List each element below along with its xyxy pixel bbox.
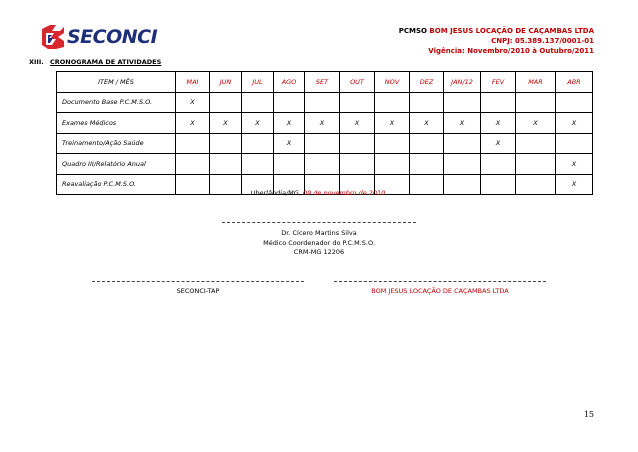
schedule-table [56, 71, 593, 195]
activity-label: Reavaliação P.C.M.S.O. [57, 174, 176, 195]
section-title: CRONOGRAMA DE ATIVIDADES [50, 58, 162, 66]
schedule-cell [410, 154, 444, 175]
schedule-cell [340, 133, 375, 154]
item-column-header: ITEM / MÊS [57, 72, 176, 93]
schedule-cell [444, 154, 481, 175]
schedule-cell: X [274, 113, 305, 134]
schedule-cell: X [242, 113, 274, 134]
table-row [57, 133, 593, 154]
activity-label: Treinamento/Ação Saúde [57, 133, 176, 154]
activity-label: Exames Médicos [57, 113, 176, 134]
schedule-cell [210, 92, 242, 113]
table-row [57, 154, 593, 175]
schedule-cell: X [516, 113, 556, 134]
section-heading [29, 58, 161, 66]
left-signature-label: SECONCI-TAP [176, 287, 220, 295]
schedule-cell [410, 133, 444, 154]
schedule-cell [340, 92, 375, 113]
header-cnpj: CNPJ: 05.389.137/0001-01 [491, 37, 594, 45]
schedule-cell [556, 92, 593, 113]
place-date-value: 09 de novembro de 2010. [302, 189, 388, 197]
schedule-cell: X [556, 174, 593, 195]
table-row [57, 92, 593, 113]
month-header: AGO [274, 72, 305, 93]
month-header: FEV [481, 72, 516, 93]
schedule-cell: X [176, 113, 210, 134]
month-header: ABR [556, 72, 593, 93]
schedule-cell [375, 154, 410, 175]
schedule-cell [210, 154, 242, 175]
schedule-cell [516, 92, 556, 113]
doctor-signature-line [222, 222, 416, 223]
schedule-cell: X [176, 92, 210, 113]
schedule-cell: X [444, 113, 481, 134]
schedule-cell [305, 133, 340, 154]
schedule-cell: X [481, 113, 516, 134]
schedule-cell [176, 133, 210, 154]
schedule-cell: X [210, 113, 242, 134]
schedule-cell [481, 154, 516, 175]
schedule-cell [556, 133, 593, 154]
table-header-row [57, 72, 593, 93]
table-row [57, 113, 593, 134]
schedule-cell: X [305, 113, 340, 134]
schedule-cell [516, 133, 556, 154]
seconci-logo [40, 22, 157, 52]
schedule-cell: X [340, 113, 375, 134]
month-header: JUL [242, 72, 274, 93]
schedule-cell [340, 154, 375, 175]
schedule-cell [274, 92, 305, 113]
schedule-cell [444, 92, 481, 113]
right-signature-line [334, 281, 546, 282]
schedule-cell [516, 154, 556, 175]
logo-text: SECONCI [67, 26, 158, 48]
doctor-signature-block [0, 229, 638, 258]
activity-label: Quadro III/Relatório Anual [57, 154, 176, 175]
month-header: OUT [340, 72, 375, 93]
doctor-role: Médico Coordenador do P.C.M.S.O. [263, 238, 375, 247]
place-date [0, 189, 638, 197]
month-header: JAN/12 [444, 72, 481, 93]
month-header: MAR [516, 72, 556, 93]
schedule-cell [242, 133, 274, 154]
schedule-cell: X [410, 113, 444, 134]
month-header: MAI [176, 72, 210, 93]
schedule-cell [481, 92, 516, 113]
schedule-cell [305, 92, 340, 113]
place-city: Uberlândia/MG, [250, 189, 303, 197]
schedule-cell [444, 133, 481, 154]
header-company-name: BOM JESUS LOCAÇÃO DE CAÇAMBAS LTDA [429, 27, 594, 35]
header-pcmso-line [399, 27, 594, 35]
schedule-cell: X [481, 133, 516, 154]
schedule-cell [305, 154, 340, 175]
doctor-crm: CRM-MG 12206 [293, 248, 345, 256]
schedule-cell: X [556, 113, 593, 134]
month-header: DEZ [410, 72, 444, 93]
schedule-cell [176, 154, 210, 175]
section-number: XIII. [29, 58, 44, 66]
schedule-cell [410, 92, 444, 113]
schedule-cell [274, 154, 305, 175]
page-number: 15 [583, 410, 594, 419]
doctor-name: Dr. Cícero Martins Silva [281, 229, 357, 237]
schedule-cell [242, 154, 274, 175]
schedule-cell: X [556, 154, 593, 175]
month-header: NOV [375, 72, 410, 93]
schedule-cell [375, 92, 410, 113]
schedule-cell [210, 133, 242, 154]
schedule-cell: X [375, 113, 410, 134]
schedule-cell [375, 133, 410, 154]
month-header: SET [305, 72, 340, 93]
right-signature-label: BOM JESUS LOCAÇÃO DE CAÇAMBAS LTDA [371, 287, 509, 295]
header-vigencia: Vigência: Novembro/2010 à Outubro/2011 [428, 47, 594, 55]
left-signature-line [92, 281, 304, 282]
schedule-cell: X [274, 133, 305, 154]
schedule-cell [242, 92, 274, 113]
month-header: JUN [210, 72, 242, 93]
header-pcmso-label: PCMSO [398, 27, 430, 35]
seconci-logo-icon [40, 23, 66, 51]
activity-label: Documento Base P.C.M.S.O. [57, 92, 176, 113]
